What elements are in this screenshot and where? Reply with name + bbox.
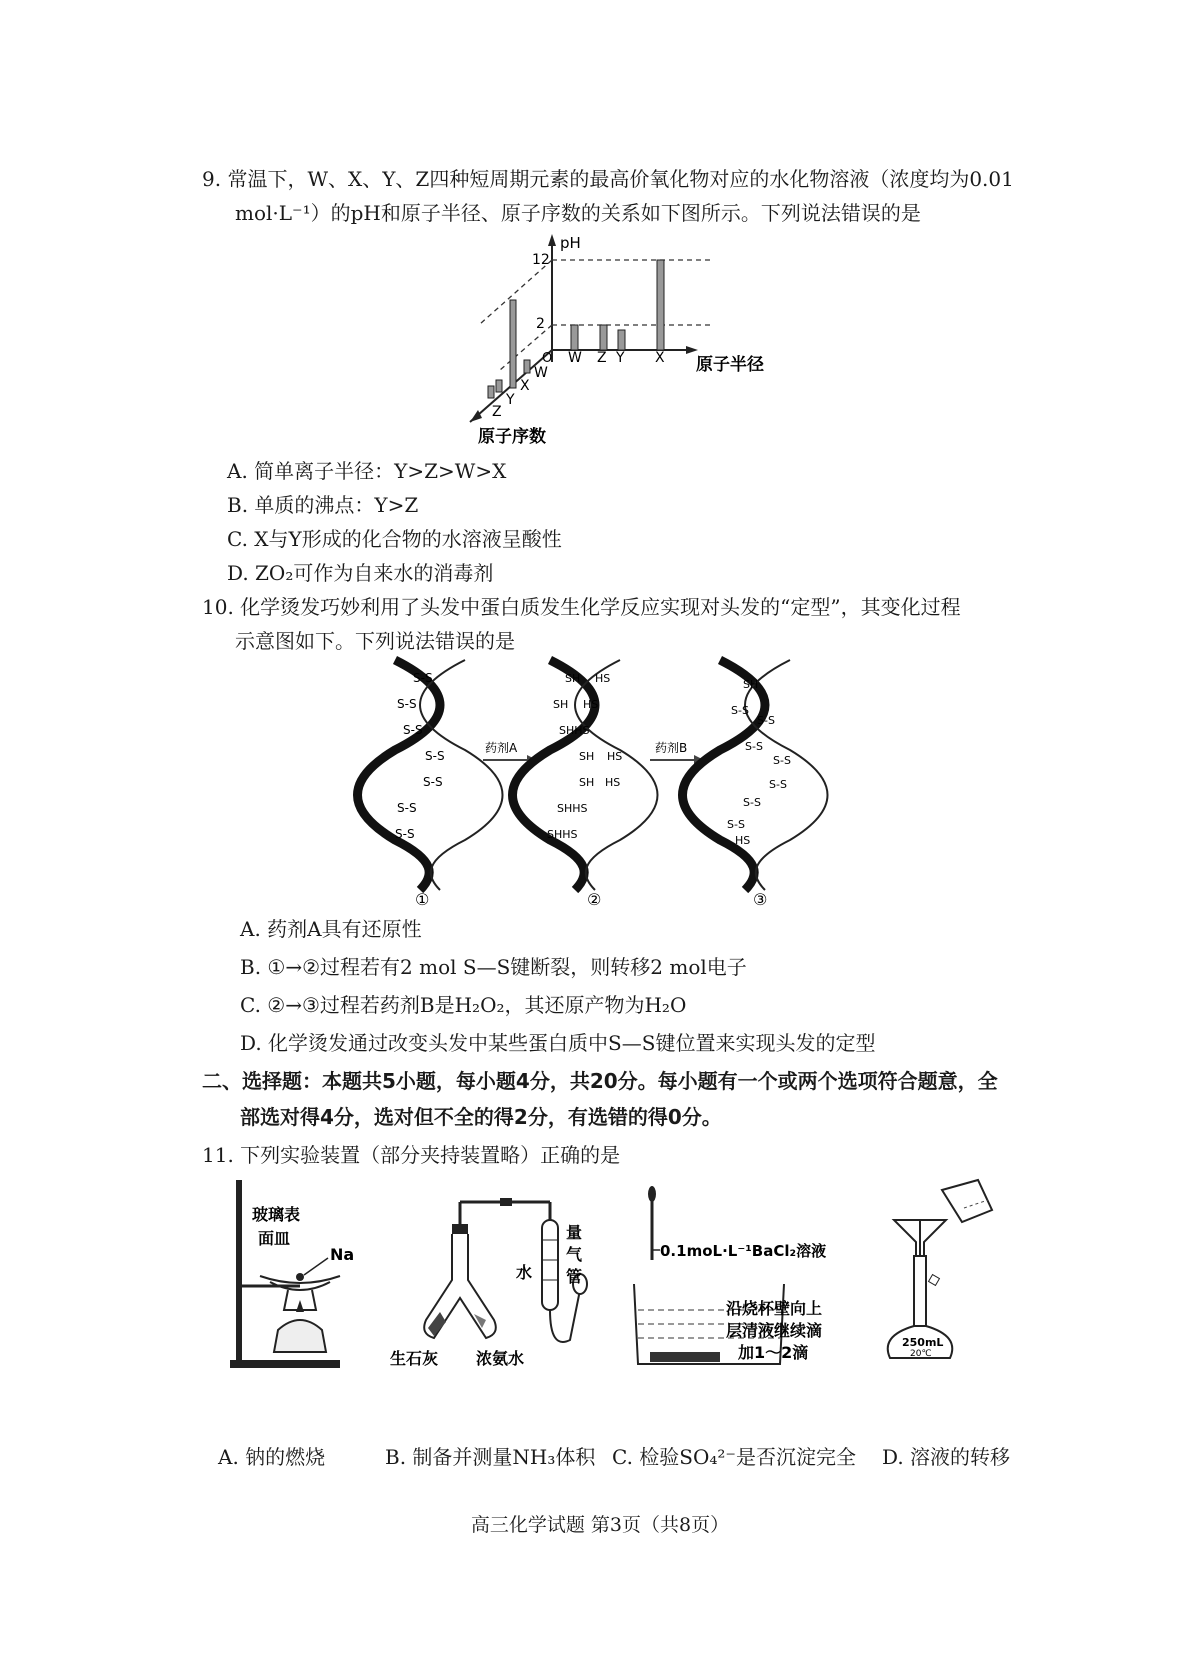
svg-text:250mL: 250mL	[902, 1336, 944, 1349]
svg-text:S-S: S-S	[773, 754, 791, 767]
svg-text:S-S: S-S	[395, 827, 415, 841]
svg-text:面皿: 面皿	[258, 1229, 291, 1248]
bar-z-atomic	[488, 386, 494, 398]
helix-stage-1	[358, 660, 503, 909]
svg-text:SH: SH	[553, 698, 569, 711]
bar-x-radius	[657, 260, 664, 350]
atomic-w-label: W	[534, 365, 548, 381]
svg-text:HS: HS	[607, 750, 623, 763]
bar-y-radius	[618, 330, 625, 350]
svg-text:生石灰: 生石灰	[390, 1349, 439, 1368]
bar-y-atomic	[496, 380, 502, 392]
atomic-x-label: X	[520, 378, 530, 394]
svg-text:浓氨水: 浓氨水	[476, 1349, 525, 1368]
svg-text:沿烧杯壁向上: 沿烧杯壁向上	[726, 1299, 823, 1318]
q10-hair-diagram	[375, 660, 845, 910]
q9-stem-line2: mol·L⁻¹）的pH和原子半径、原子序数的关系如下图所示。下列说法错误的是	[235, 201, 921, 225]
helix-stage-3	[683, 660, 828, 909]
q11-caption-d: D. 溶液的转移	[882, 1445, 1011, 1469]
svg-text:层清液继续滴: 层清液继续滴	[726, 1321, 823, 1340]
q10-option-b: B. ①→②过程若有2 mol S—S键断裂，则转移2 mol电子	[240, 955, 747, 979]
q10-stem-line1: 10. 化学烫发巧妙利用了头发中蛋白质发生化学反应实现对头发的“定型”，其变化过程	[202, 595, 961, 619]
q9-option-c: C. X与Y形成的化合物的水溶液呈酸性	[227, 527, 562, 551]
atomic-number-axis-label: 原子序数	[478, 427, 546, 447]
q9-stem-line1: 9. 常温下，W、X、Y、Z四种短周期元素的最高价氧化物对应的水化物溶液（浓度均为0.01	[202, 167, 1014, 191]
svg-text:S-S: S-S	[397, 697, 417, 711]
q11-stem: 11. 下列实验装置（部分夹持装置略）正确的是	[202, 1143, 621, 1167]
q11-caption-a: A. 钠的燃烧	[218, 1445, 326, 1469]
tick-12: 12	[532, 252, 550, 268]
svg-text:管: 管	[566, 1267, 583, 1286]
svg-text:S-S: S-S	[757, 714, 775, 727]
svg-text:SH: SH	[579, 776, 595, 789]
svg-text:量: 量	[566, 1223, 583, 1242]
svg-text:SH: SH	[579, 750, 595, 763]
section-2-heading-line1: 二、选择题：本题共5小题，每小题4分，共20分。每小题有一个或两个选项符合题意，全	[202, 1069, 998, 1093]
page-footer: 高三化学试题 第3页（共8页）	[470, 1514, 730, 1536]
svg-text:Na: Na	[330, 1245, 355, 1264]
apparatus-c-sulfate-test	[630, 1180, 860, 1380]
q11-caption-b: B. 制备并测量NH₃体积	[385, 1445, 596, 1469]
atomic-y-label: Y	[506, 392, 515, 408]
radius-axis-label: 原子半径	[696, 355, 764, 375]
svg-text:S-S: S-S	[423, 775, 443, 789]
svg-text:水: 水	[516, 1263, 533, 1282]
bar-w-atomic	[524, 360, 530, 373]
q11-caption-c: C. 检验SO₄²⁻是否沉淀完全	[612, 1445, 856, 1469]
svg-text:SHHS: SHHS	[559, 724, 590, 737]
helix-stage-2	[513, 660, 658, 909]
bar-w-radius	[571, 325, 578, 350]
bar-x-atomic	[510, 300, 516, 388]
svg-text:S-S: S-S	[425, 749, 445, 763]
q9-option-b: B. 单质的沸点：Y>Z	[227, 493, 419, 517]
q10-stem-line2: 示意图如下。下列说法错误的是	[235, 629, 515, 653]
svg-text:S-S: S-S	[731, 704, 749, 717]
section-2-heading-line2: 部选对得4分，选对但不全的得2分，有选错的得0分。	[240, 1105, 722, 1129]
svg-text:S-S: S-S	[413, 671, 433, 685]
svg-text:S-S: S-S	[769, 778, 787, 791]
svg-text:SHHS: SHHS	[557, 802, 588, 815]
svg-text:SH: SH	[565, 672, 581, 685]
apparatus-b-ammonia-generation	[390, 1180, 590, 1380]
svg-text:玻璃表: 玻璃表	[252, 1205, 301, 1224]
q10-option-d: D. 化学烫发通过改变头发中某些蛋白质中S—S键位置来实现头发的定型	[240, 1031, 876, 1055]
svg-text:0.1moL·L⁻¹BaCl₂溶液: 0.1moL·L⁻¹BaCl₂溶液	[660, 1242, 827, 1260]
svg-text:气: 气	[566, 1245, 583, 1264]
bar-z-radius	[600, 325, 607, 350]
ph-axis-label: pH	[560, 234, 581, 252]
svg-text:HS: HS	[583, 698, 599, 711]
stage-3-label: ③	[753, 890, 768, 909]
radius-y-label: Y	[616, 350, 625, 366]
apparatus-a-sodium-combustion	[230, 1180, 390, 1380]
atomic-z-label: Z	[492, 404, 502, 420]
svg-text:S-S: S-S	[397, 801, 417, 815]
svg-text:S-S: S-S	[403, 723, 423, 737]
radius-w-label: W	[568, 350, 582, 366]
svg-text:HS: HS	[605, 776, 621, 789]
svg-text:S-S: S-S	[745, 740, 763, 753]
svg-text:SH: SH	[743, 678, 759, 691]
stage-2-label: ②	[587, 890, 602, 909]
q9-ph-chart	[470, 232, 810, 462]
svg-text:S-S: S-S	[743, 796, 761, 809]
svg-text:加1～2滴: 加1～2滴	[738, 1343, 809, 1362]
svg-text:HS: HS	[735, 834, 751, 847]
reagent-a-label: 药剂A	[485, 741, 518, 755]
radius-z-label: Z	[597, 350, 607, 366]
svg-text:S-S: S-S	[727, 818, 745, 831]
svg-text:SHHS: SHHS	[547, 828, 578, 841]
apparatus-d-solution-transfer	[880, 1180, 1010, 1380]
q10-option-c: C. ②→③过程若药剂B是H₂O₂，其还原产物为H₂O	[240, 993, 687, 1017]
q9-option-a: A. 简单离子半径：Y>Z>W>X	[227, 459, 507, 483]
origin-label: O	[542, 351, 553, 366]
tick-2: 2	[536, 316, 545, 332]
radius-x-label: X	[655, 350, 665, 366]
q10-option-a: A. 药剂A具有还原性	[240, 917, 422, 941]
svg-text:HS: HS	[595, 672, 611, 685]
q9-option-d: D. ZO₂可作为自来水的消毒剂	[227, 561, 494, 585]
stage-1-label: ①	[415, 890, 430, 909]
svg-text:20℃: 20℃	[910, 1349, 932, 1359]
reagent-b-label: 药剂B	[655, 741, 688, 755]
